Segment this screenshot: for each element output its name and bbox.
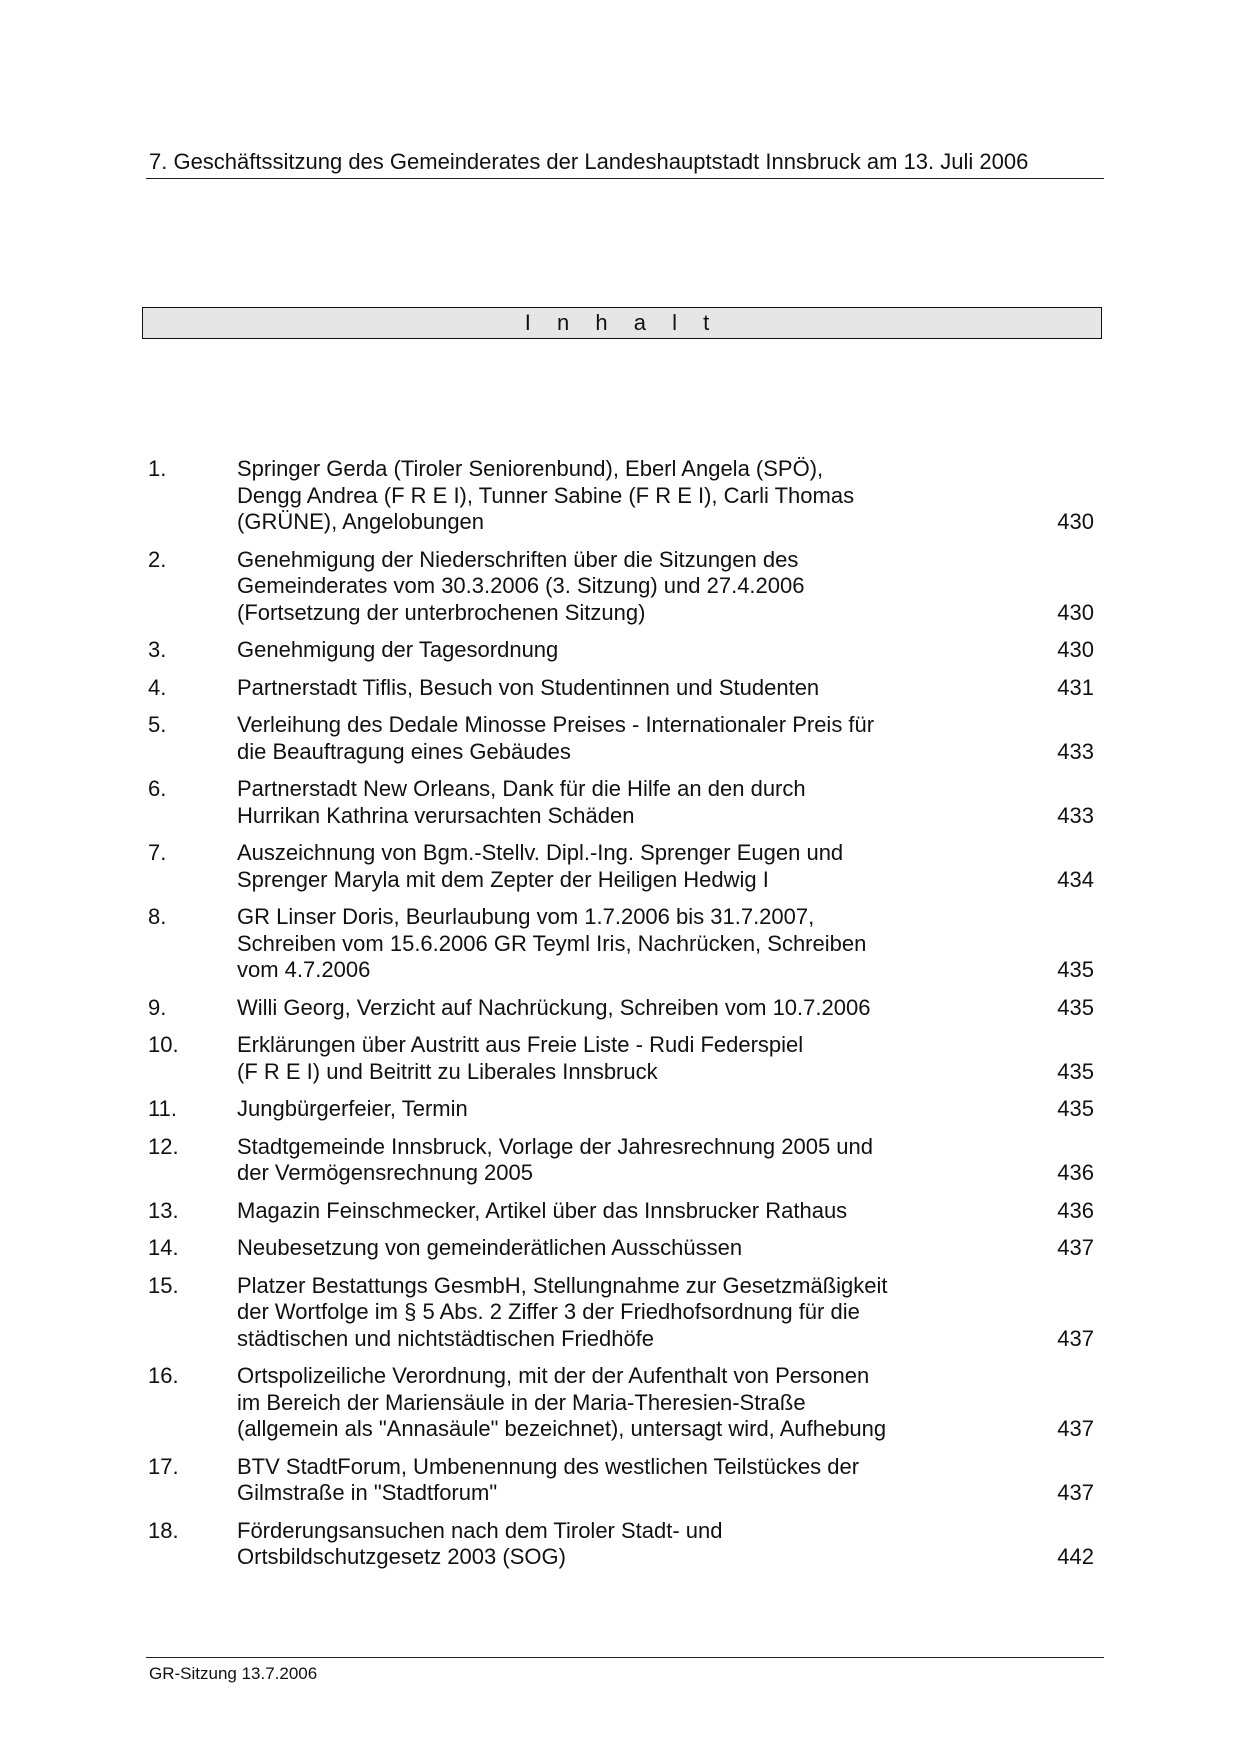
toc-entry — [146, 1198, 1094, 1225]
toc-entry-page: 435 — [1057, 957, 1094, 982]
toc-entry — [146, 1134, 1094, 1187]
toc-entry-number: 5. — [148, 712, 167, 737]
table-of-contents — [146, 456, 1094, 1582]
toc-entry-number: 14. — [148, 1235, 179, 1260]
toc-entry-number: 17. — [148, 1453, 179, 1479]
toc-entry-number: 9. — [148, 994, 167, 1020]
toc-entry-page: 435 — [1057, 1058, 1094, 1084]
toc-entry-number: 8. — [148, 904, 167, 929]
toc-entry — [146, 776, 1094, 829]
toc-entry-number: 18. — [148, 1517, 179, 1543]
toc-entry-page: 435 — [1057, 994, 1094, 1020]
toc-entry-page: 433 — [1057, 802, 1094, 828]
toc-entry — [146, 675, 1094, 702]
toc-entry — [146, 995, 1094, 1022]
toc-entry-number: 2. — [148, 546, 167, 572]
toc-entry-title: Auszeichnung von Bgm.-Stellv. Dipl.-Ing. Sprenger Eugen und Sprenger Maryla mit dem Zepter der Heiligen Hedwig I — [237, 840, 844, 892]
page-header — [146, 146, 1104, 179]
toc-entry-title: Jungbürgerfeier, Termin — [237, 1096, 468, 1121]
toc-entry — [146, 1363, 1094, 1443]
toc-entry-number: 3. — [148, 637, 167, 662]
toc-entry-title: Neubesetzung von gemeinderätlichen Ausschüssen — [237, 1235, 743, 1260]
toc-entry-title: Förderungsansuchen nach dem Tiroler Stadt- und Ortsbildschutzgesetz 2003 (SOG) — [237, 1517, 723, 1569]
toc-entry-page: 433 — [1057, 738, 1094, 764]
toc-entry-title: Springer Gerda (Tiroler Seniorenbund), Eberl Angela (SPÖ), Dengg Andrea (F R E I), Tunner Sabine (F R E I), Carli Thomas (GRÜNE), Angelobungen — [237, 456, 855, 534]
toc-entry-title: BTV StadtForum, Umbenennung des westlichen Teilstückes der Gilmstraße in "Stadtforum" — [237, 1453, 860, 1505]
toc-entry-page: 430 — [1057, 509, 1094, 534]
toc-entry-number: 10. — [148, 1032, 179, 1057]
toc-entry-page: 434 — [1057, 866, 1094, 892]
toc-entry-title: GR Linser Doris, Beurlaubung vom 1.7.2006 bis 31.7.2007, Schreiben vom 15.6.2006 GR Teyml Iris, Nachrücken, Schreiben vom 4.7.2006 — [237, 904, 867, 982]
toc-entry — [146, 1518, 1094, 1571]
toc-entry-title: Genehmigung der Niederschriften über die Sitzungen des Gemeinderates vom 30.3.2006 (3. Sitzung) und 27.4.2006 (Fortsetzung der unterbrochenen Sitzung) — [237, 546, 805, 625]
toc-entry-title: Stadtgemeinde Innsbruck, Vorlage der Jahresrechnung 2005 und der Vermögensrechnung 2005 — [237, 1133, 873, 1185]
footer-text: GR-Sitzung 13.7.2006 — [149, 1664, 318, 1683]
toc-entry-page: 431 — [1057, 674, 1094, 700]
contents-heading: I n h a l t — [142, 307, 1102, 339]
toc-entry-number: 15. — [148, 1272, 179, 1298]
toc-entry-number: 6. — [148, 776, 167, 801]
toc-entry — [146, 637, 1094, 664]
toc-entry — [146, 1273, 1094, 1353]
toc-entry-number: 12. — [148, 1133, 179, 1159]
toc-entry-title: Platzer Bestattungs GesmbH, Stellungnahme zur Gesetzmäßigkeit der Wortfolge im § 5 Abs. 2 Ziffer 3 der Friedhofsordnung für die städtischen und nichtstädtischen Friedhöfe — [237, 1272, 888, 1351]
toc-entry-page: 437 — [1057, 1325, 1094, 1351]
toc-entry-number: 7. — [148, 840, 167, 865]
toc-entry-page: 436 — [1057, 1197, 1094, 1223]
toc-entry-page: 437 — [1057, 1480, 1094, 1505]
toc-entry — [146, 547, 1094, 627]
toc-entry-number: 4. — [148, 674, 167, 700]
toc-entry-page: 442 — [1057, 1544, 1094, 1569]
toc-entry-title: Partnerstadt New Orleans, Dank für die Hilfe an den durch Hurrikan Kathrina verursachten Schäden — [237, 776, 806, 828]
toc-entry-number: 16. — [148, 1363, 179, 1388]
toc-entry — [146, 1096, 1094, 1123]
toc-entry-title: Ortspolizeiliche Verordnung, mit der der Aufenthalt von Personen im Bereich der Mariensäule in der Maria-Theresien-Straße (allgemein als "Annasäule" bezeichnet), untersagt wird, Aufhebung — [237, 1363, 887, 1441]
toc-entry-title: Magazin Feinschmecker, Artikel über das Innsbrucker Rathaus — [237, 1197, 848, 1223]
toc-entry — [146, 712, 1094, 765]
toc-entry-page: 430 — [1057, 637, 1094, 662]
toc-entry-number: 13. — [148, 1197, 179, 1223]
toc-entry-number: 11. — [148, 1096, 177, 1121]
toc-entry-page: 437 — [1057, 1235, 1094, 1260]
page-footer — [146, 1657, 1104, 1686]
toc-entry-number: 1. — [148, 456, 167, 481]
toc-entry — [146, 1235, 1094, 1262]
toc-entry-title: Partnerstadt Tiflis, Besuch von Studentinnen und Studenten — [237, 674, 820, 700]
toc-entry — [146, 456, 1094, 536]
toc-entry-page: 435 — [1057, 1096, 1094, 1121]
toc-entry — [146, 1454, 1094, 1507]
header-title: 7. Geschäftssitzung des Gemeinderates der Landeshauptstadt Innsbruck am 13. Juli 2006 — [149, 149, 1029, 174]
toc-entry-page: 430 — [1057, 599, 1094, 625]
toc-entry-page: 437 — [1057, 1416, 1094, 1441]
toc-entry — [146, 840, 1094, 893]
toc-entry — [146, 904, 1094, 984]
toc-entry-title: Genehmigung der Tagesordnung — [237, 637, 559, 662]
toc-entry — [146, 1032, 1094, 1085]
toc-entry-title: Erklärungen über Austritt aus Freie Liste - Rudi Federspiel (F R E I) und Beitritt zu Liberales Innsbruck — [237, 1032, 804, 1084]
toc-entry-title: Verleihung des Dedale Minosse Preises - Internationaler Preis für die Beauftragung eines Gebäudes — [237, 712, 875, 764]
toc-entry-title: Willi Georg, Verzicht auf Nachrückung, Schreiben vom 10.7.2006 — [237, 994, 871, 1020]
toc-entry-page: 436 — [1057, 1160, 1094, 1185]
